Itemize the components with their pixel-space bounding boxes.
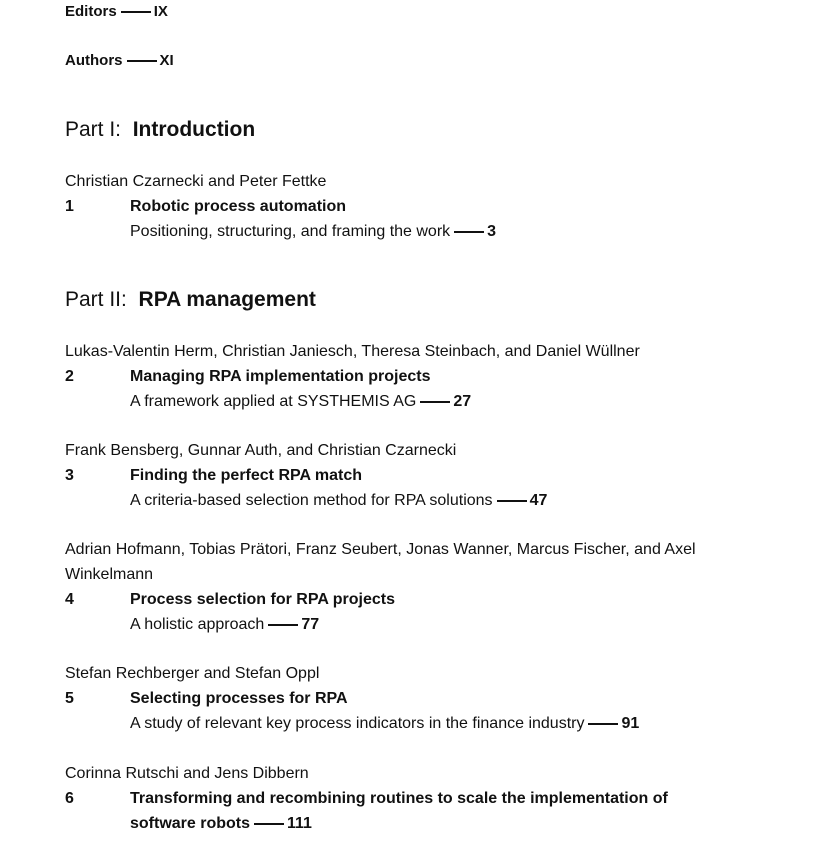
entry-label: Authors [65,52,123,69]
page-number: IX [153,3,168,20]
chapter-authors: Christian Czarnecki and Peter Fettke [65,173,327,190]
chapter-number: 5 [65,690,74,707]
page-number: 91 [621,715,640,732]
chapter-subtitle: A holistic approach [130,616,265,633]
toc-entry-editors[interactable] [65,2,168,22]
part-title: RPA management [138,288,316,311]
part-heading-2 [65,287,316,313]
chapter-subtitle: A study of relevant key process indicators in the finance industry [130,715,585,732]
leader-dash [420,401,450,403]
leader-dash [121,11,151,13]
chapter-number: 3 [65,467,74,484]
leader-dash [268,624,298,626]
chapter-title: Managing RPA implementation projects [130,368,431,385]
toc-entry-authors[interactable] [65,51,174,71]
chapter-number: 4 [65,591,74,608]
chapter-authors: Frank Bensberg, Gunnar Auth, and Christian Czarnecki [65,442,457,459]
leader-dash [127,60,157,62]
toc-entry-chapter-4[interactable] [65,587,755,637]
leader-dash [588,723,618,725]
chapter-authors: Stefan Rechberger and Stefan Oppl [65,665,320,682]
chapter-title: Process selection for RPA projects [130,591,395,608]
leader-dash [497,500,527,502]
entry-label: Editors [65,3,117,20]
chapter-authors: Corinna Rutschi and Jens Dibbern [65,765,309,782]
chapter-title: Transforming and recombining routines to scale the implementation of software robots [130,790,668,832]
chapter-number: 6 [65,790,74,807]
chapter-subtitle: A criteria-based selection method for RPA solutions [130,492,493,509]
toc-entry-chapter-1[interactable] [65,194,755,244]
page-number: XI [159,52,174,69]
chapter-subtitle: A framework applied at SYSTHEMIS AG [130,393,417,410]
toc-entry-chapter-5[interactable] [65,686,755,736]
chapter-subtitle: Positioning, structuring, and framing the work [130,223,451,240]
page-number: 47 [529,492,548,509]
page-number: 111 [287,815,312,832]
chapter-authors: Lukas-Valentin Herm, Christian Janiesch, Theresa Steinbach, and Daniel Wüllner [65,343,640,360]
chapter-number: 2 [65,368,74,385]
toc-entry-chapter-3[interactable] [65,463,755,513]
page-number: 27 [453,393,472,410]
chapter-title: Robotic process automation [130,198,347,215]
part-label: Part II: [65,288,127,311]
page-number: 3 [487,223,497,240]
toc-entry-chapter-2[interactable] [65,364,755,414]
leader-dash [454,231,484,233]
leader-dash [254,823,284,825]
page-number: 77 [301,616,320,633]
chapter-title: Selecting processes for RPA [130,690,348,707]
part-label: Part I: [65,118,122,141]
part-heading-1 [65,117,255,143]
chapter-authors: Adrian Hofmann, Tobias Prätori, Franz Seubert, Jonas Wanner, Marcus Fischer, and Axel Winkelmann [65,541,696,583]
part-title: Introduction [132,118,256,141]
chapter-number: 1 [65,198,74,215]
chapter-title: Finding the perfect RPA match [130,467,363,484]
toc-entry-chapter-6[interactable] [65,786,755,836]
